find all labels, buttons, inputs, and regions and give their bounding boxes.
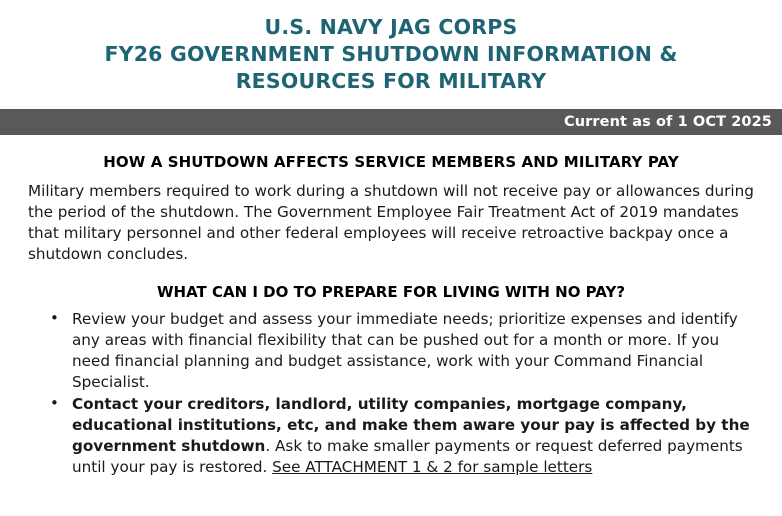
banner-date-text: Current as of 1 OCT 2025 bbox=[564, 114, 772, 131]
bullet-text-budget: Review your budget and assess your immediate needs; prioritize expenses and identify any areas with financial flexibility that can be pushed out for a month or more. If you need financial planning and budget assistance, work with your Command Financial Specialist. bbox=[72, 310, 738, 391]
page-title-line-1: U.S. NAVY JAG CORPS bbox=[264, 15, 518, 39]
section-heading-prepare: WHAT CAN I DO TO PREPARE FOR LIVING WITH NO PAY? bbox=[156, 283, 626, 302]
list-item bbox=[58, 309, 754, 393]
bullet-text-creditors-bold: Contact your creditors, landlord, utility companies, mortgage company, educational institutions, etc, and make them aware your pay is affected by the government shutdown bbox=[72, 394, 750, 455]
section-paragraph-shutdown-effects: Military members required to work during a shutdown will not receive pay or allowances during the period of the shutdown. The Government Employee Fair Treatment Act of 2019 mandates that military personnel and other federal employees will receive retroactive backpay once a shutdown concludes. bbox=[28, 182, 754, 264]
list-item bbox=[58, 394, 754, 478]
bullet-text-creditors-plain: Ask to make smaller payments or request deferred payments until your pay is restored. bbox=[72, 436, 743, 476]
status-banner bbox=[0, 109, 782, 135]
document-body bbox=[0, 153, 782, 478]
page-title-line-2: FY26 GOVERNMENT SHUTDOWN INFORMATION & RESOURCES FOR MILITARY bbox=[104, 42, 678, 94]
prepare-bullet-list bbox=[28, 309, 754, 478]
bullet-text-creditors-tail: . bbox=[265, 436, 271, 455]
section-heading-shutdown-effects: HOW A SHUTDOWN AFFECTS SERVICE MEMBERS AND MILITARY PAY bbox=[103, 153, 679, 172]
document-title-block bbox=[0, 0, 782, 101]
attachment-reference-link[interactable]: See ATTACHMENT 1 & 2 for sample letters bbox=[272, 457, 593, 476]
